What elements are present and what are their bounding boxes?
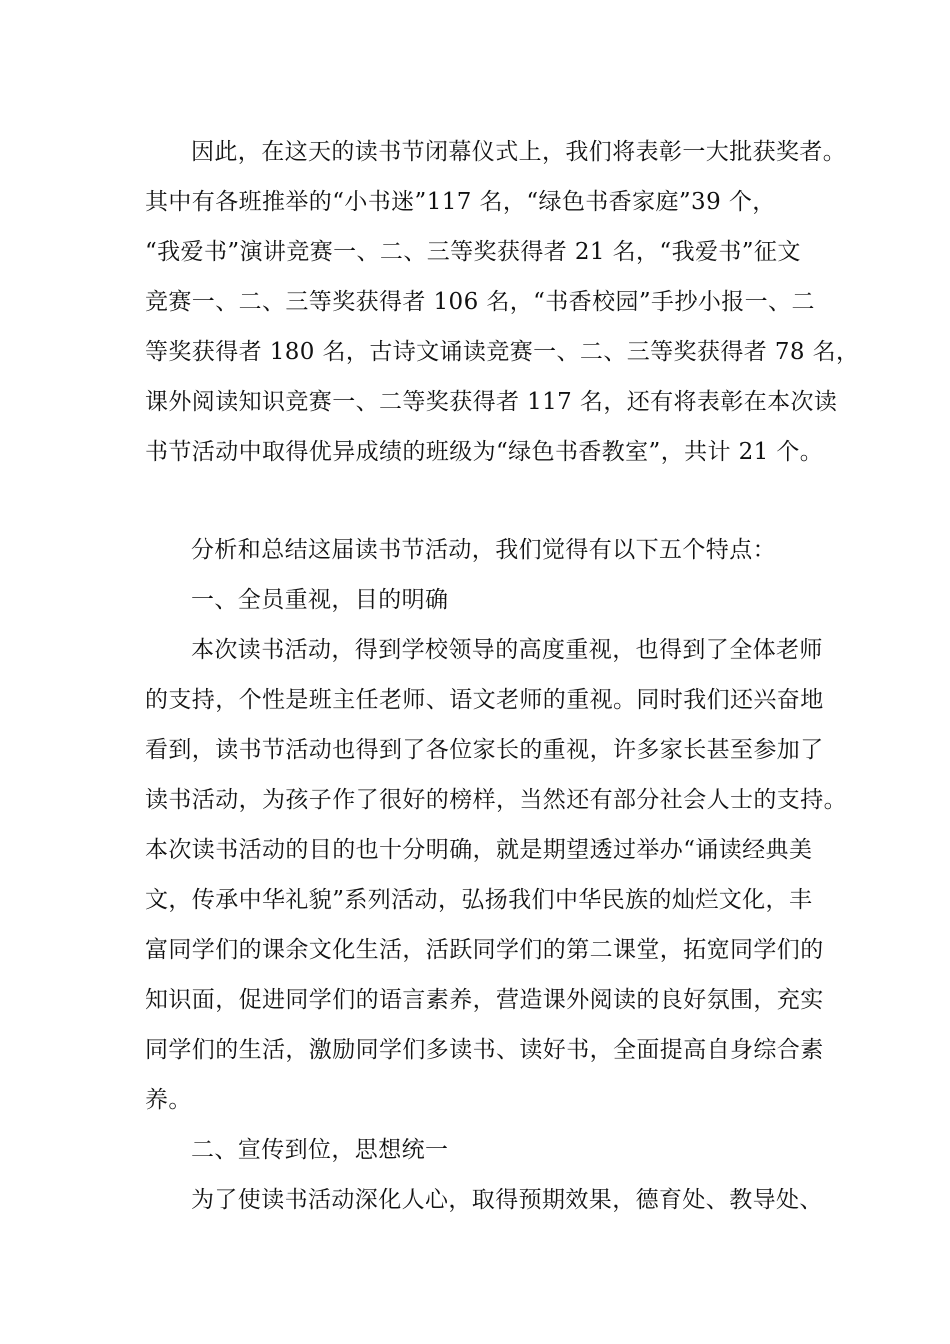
paragraph-2-line-9: 同学们的生活，激励同学们多读书、读好书，全面提高自身综合素: [145, 1037, 824, 1063]
paragraph-2-line-8: 知识面，促进同学们的语言素养，营造课外阅读的良好氛围，充实: [145, 987, 824, 1013]
paragraph-1-line-2: 其中有各班推举的“小书迷”117 名，“绿色书香家庭”39 个，: [145, 189, 776, 215]
intro-paragraph: 分析和总结这届读书节活动，我们觉得有以下五个特点：: [191, 537, 776, 563]
paragraph-2-line-3: 看到，读书节活动也得到了各位家长的重视，许多家长甚至参加了: [145, 737, 824, 763]
paragraph-2-line-10: 养。: [145, 1087, 192, 1113]
paragraph-1-line-5: 等奖获得者 180 名，古诗文诵读竞赛一、二、三等奖获得者 78 名，: [145, 339, 860, 365]
paragraph-2-line-4: 读书活动，为孩子作了很好的榜样，当然还有部分社会人士的支持。: [145, 787, 847, 813]
paragraph-2-line-1: 本次读书活动，得到学校领导的高度重视，也得到了全体老师: [191, 637, 823, 663]
paragraph-1-line-6: 课外阅读知识竞赛一、二等奖获得者 117 名，还有将表彰在本次读: [145, 389, 838, 415]
paragraph-2-line-5: 本次读书活动的目的也十分明确，就是期望透过举办“诵读经典美: [145, 837, 813, 863]
paragraph-3-line-1: 为了使读书活动深化人心，取得预期效果，德育处、教导处、: [191, 1187, 823, 1213]
paragraph-2-line-7: 富同学们的课余文化生活，活跃同学们的第二课堂，拓宽同学们的: [145, 937, 824, 963]
section-heading-2: 二、宣传到位，思想统一: [191, 1137, 449, 1163]
paragraph-1-line-4: 竞赛一、二、三等奖获得者 106 名，“书香校园”手抄小报一、二: [145, 289, 815, 315]
paragraph-2-line-2: 的支持，个性是班主任老师、语文老师的重视。同时我们还兴奋地: [145, 687, 824, 713]
section-heading-1: 一、全员重视，目的明确: [191, 587, 449, 613]
paragraph-1-line-1: 因此，在这天的读书节闭幕仪式上，我们将表彰一大批获奖者。: [191, 139, 847, 165]
paragraph-2-line-6: 文，传承中华礼貌”系列活动，弘扬我们中华民族的灿烂文化，丰: [145, 887, 813, 913]
paragraph-1-line-3: “我爱书”演讲竞赛一、二、三等奖获得者 21 名，“我爱书”征文: [145, 239, 801, 265]
paragraph-1-line-7: 书节活动中取得优异成绩的班级为“绿色书香教室”，共计 21 个。: [145, 439, 824, 465]
